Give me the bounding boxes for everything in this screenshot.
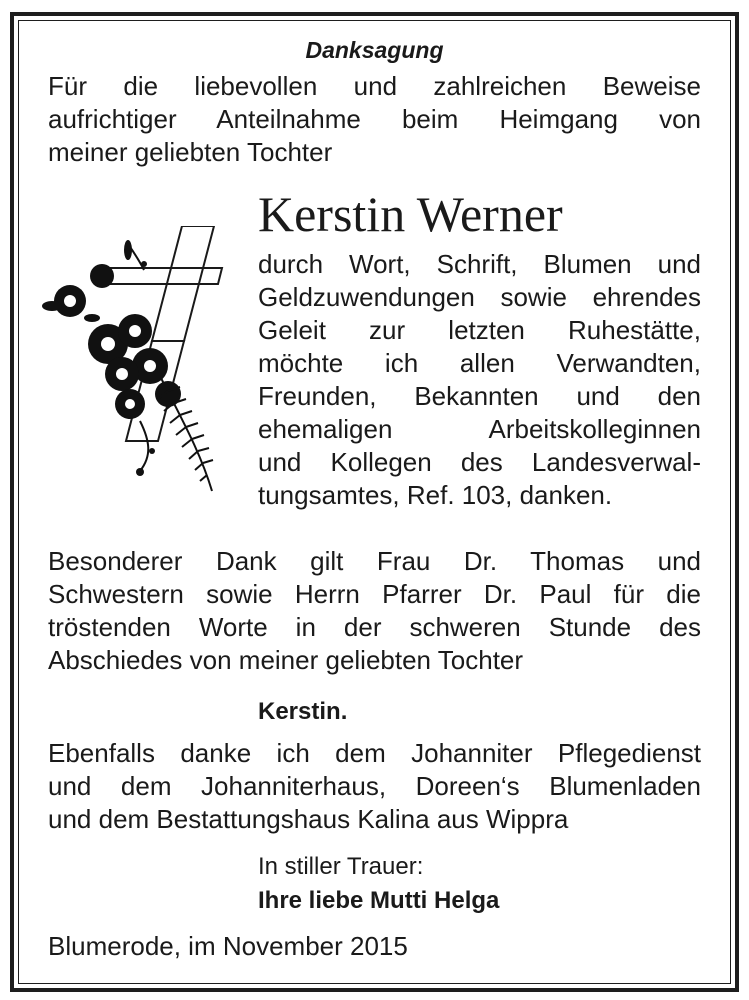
thanks-line-6: ehemaligen Arbeitskolleginnen xyxy=(258,414,701,444)
special-line-2: Schwestern sowie Herrn Pfarrer Dr. Paul für die xyxy=(48,579,701,609)
also-line-3: und dem Bestattungshaus Kalina aus Wippra xyxy=(48,804,569,834)
also-line-2: und dem Johanniterhaus, Doreen‘s Blumenladen xyxy=(48,771,701,801)
deceased-name: Kerstin Werner xyxy=(258,186,563,242)
thanks-line-8: tungsamtes, Ref. 103, danken. xyxy=(258,480,613,510)
cross-with-roses-icon xyxy=(40,226,245,496)
thanks-line-2: Geldzuwendungen sowie ehrendes xyxy=(258,282,701,312)
first-name: Kerstin. xyxy=(258,698,348,725)
intro-line-3: meiner geliebten Tochter xyxy=(48,137,333,167)
special-line-4: Abschiedes von meiner geliebten Tochter xyxy=(48,645,524,675)
also-line-1: Ebenfalls danke ich dem Johanniter Pflegedienst xyxy=(48,738,701,768)
place-date: Blumerode, im November 2015 xyxy=(48,931,408,961)
heading: Danksagung xyxy=(305,37,444,63)
special-line-1: Besonderer Dank gilt Frau Dr. Thomas und xyxy=(48,546,701,576)
thanks-line-1: durch Wort, Schrift, Blumen und xyxy=(258,249,701,279)
intro-line-1: Für die liebevollen und zahlreichen Beweise xyxy=(48,71,701,101)
thanks-line-4: möchte ich allen Verwandten, xyxy=(258,348,701,378)
thanks-line-5: Freunden, Bekannten und den xyxy=(258,381,701,411)
thanks-line-7: und Kollegen des Landesverwal- xyxy=(258,447,701,477)
intro-line-2: aufrichtiger Anteilnahme beim Heimgang von xyxy=(48,104,701,134)
mourning-label: In stiller Trauer: xyxy=(258,853,424,880)
signature: Ihre liebe Mutti Helga xyxy=(258,887,500,914)
special-line-3: tröstenden Worte in der schweren Stunde des xyxy=(48,612,701,642)
thanks-line-3: Geleit zur letzten Ruhestätte, xyxy=(258,315,701,345)
